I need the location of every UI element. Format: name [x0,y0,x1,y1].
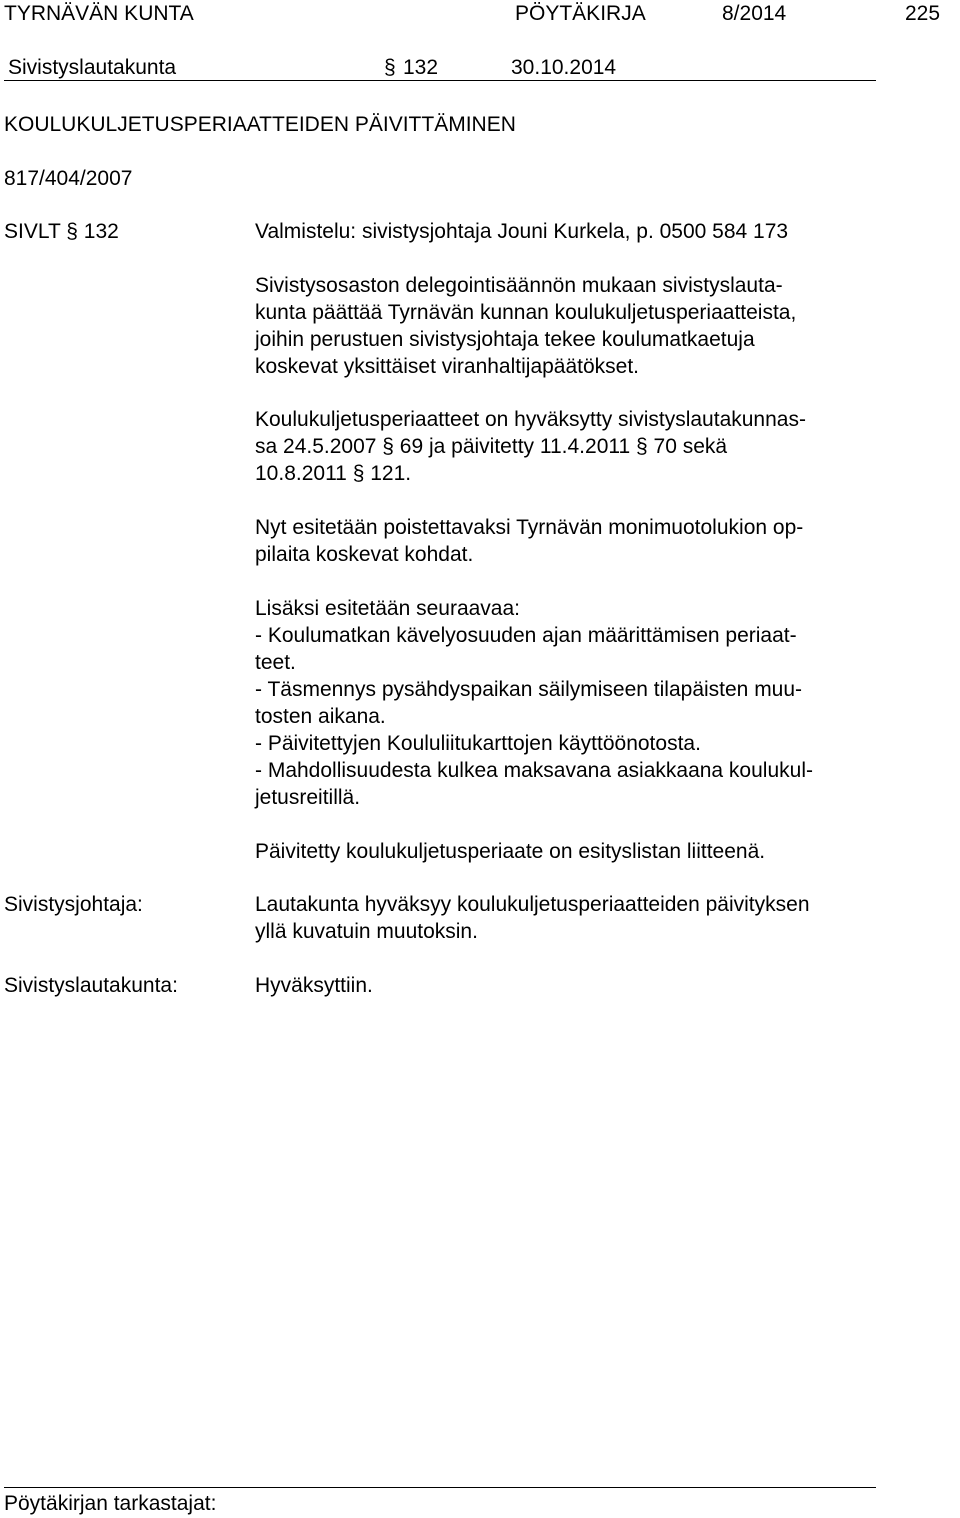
section-number: 132 [403,56,439,79]
text-line: Hyväksyttiin. [255,974,373,997]
text-line: joihin perustuen sivistysjohtaja tekee koulumatkaetuja [255,328,755,351]
text-line: koskevat yksittäiset viranhaltijapäätökset. [255,355,640,378]
text-line: - Mahdollisuudesta kulkea maksavana asiakkaana koulukul- [255,759,813,782]
board-name: Sivistyslautakunta [8,56,177,79]
text-line: - Päivitettyjen Koululiitukarttojen käyttöönotosta. [255,732,701,755]
text-line: Sivistysosaston delegointisäännön mukaan sivistyslauta- [255,274,783,297]
text-line: sa 24.5.2007 § 69 ja päivitetty 11.4.2011 § 70 sekä [255,435,728,458]
text-line: teet. [255,651,296,674]
text-line: kunta päättää Tyrnävän kunnan koulukuljetusperiaatteista, [255,301,797,324]
decision-text [255,972,895,999]
paragraph-additions [255,595,895,811]
paragraph-delegation [255,272,895,380]
text-line: - Täsmennys pysähdyspaikan säilymiseen tilapäisten muu- [255,678,803,701]
text-line: Lautakunta hyväksyy koulukuljetusperiaatteiden päivityksen [255,893,810,916]
text-line: Päivitetty koulukuljetusperiaate on esityslistan liitteenä. [255,840,766,863]
text-line: Lisäksi esitetään seuraavaa: [255,597,520,620]
proposal-text [255,891,895,945]
item-code: SIVLT § 132 [4,220,119,243]
decision-label: Sivistyslautakunta: [4,974,178,997]
text-line: - Koulumatkan kävelyosuuden ajan määrittämisen periaat- [255,624,797,647]
text-line: tosten aikana. [255,705,386,728]
page-number: 225 [905,2,941,25]
paragraph-attachment [255,838,895,865]
municipality-name: TYRNÄVÄN KUNTA [4,2,194,25]
document-number: 8/2014 [722,2,787,25]
text-line: 10.8.2011 § 121. [255,462,412,485]
footer-inspectors-label: Pöytäkirjan tarkastajat: [4,1492,217,1515]
item-reference: 817/404/2007 [4,167,133,190]
proposal-label: Sivistysjohtaja: [4,893,143,916]
text-line: pilaita koskevat kohdat. [255,543,474,566]
text-line: jetusreitillä. [255,786,361,809]
section-mark: § [384,56,396,79]
text-line: Koulukuljetusperiaatteet on hyväksytty sivistyslautakunnas- [255,408,806,431]
item-preparer: Valmistelu: sivistysjohtaja Jouni Kurkela, p. 0500 584 173 [255,220,789,243]
footer-rule [4,1487,876,1488]
paragraph-removal [255,514,895,568]
meeting-date: 30.10.2014 [511,56,617,79]
header-rule [4,80,876,81]
paragraph-approval-history [255,406,895,487]
document-type: PÖYTÄKIRJA [515,2,646,25]
item-title: KOULUKULJETUSPERIAATTEIDEN PÄIVITTÄMINEN [4,113,516,136]
text-line: Nyt esitetään poistettavaksi Tyrnävän monimuotolukion op- [255,516,804,539]
text-line: yllä kuvatuin muutoksin. [255,920,478,943]
